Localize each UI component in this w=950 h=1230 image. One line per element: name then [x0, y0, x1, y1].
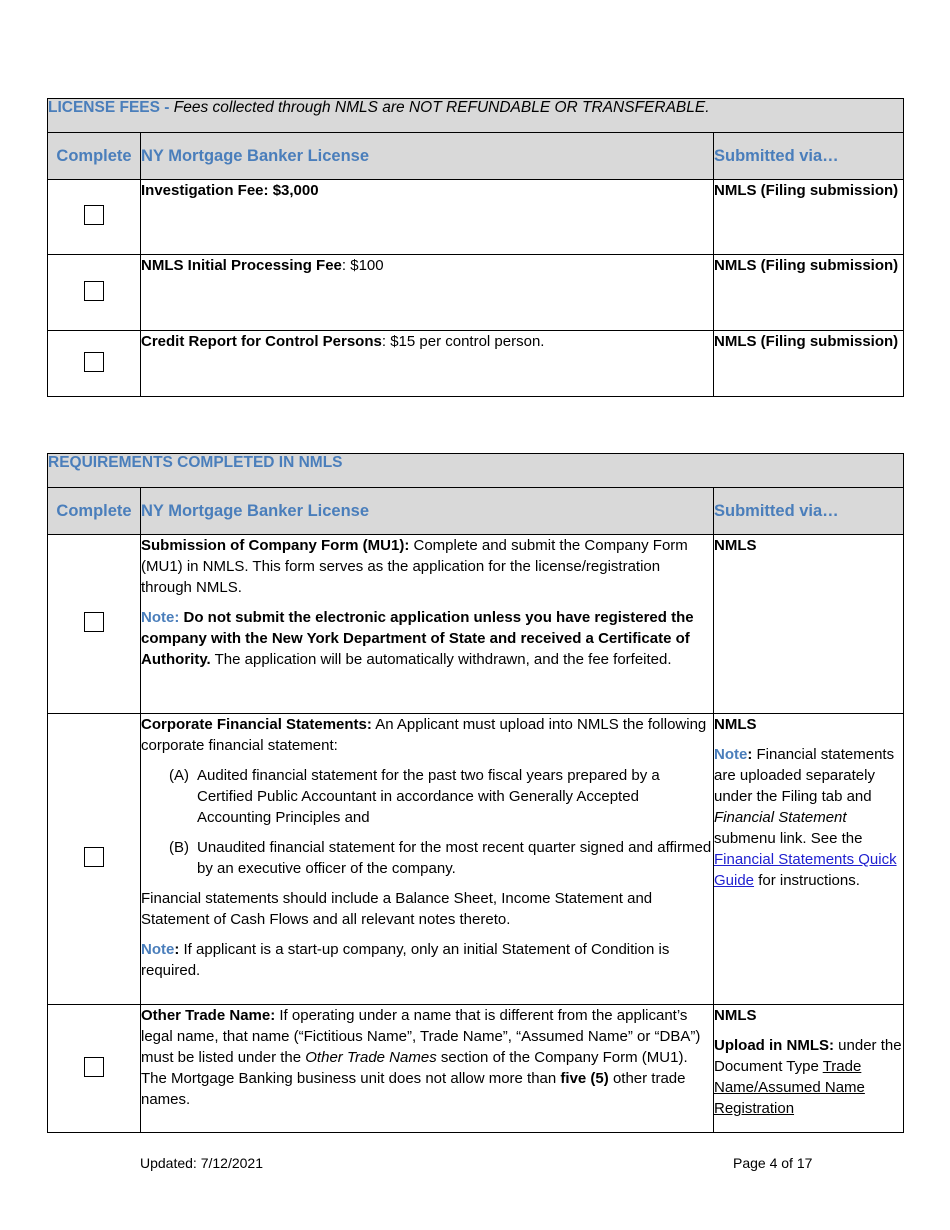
requirement-italic: Other Trade Names: [305, 1049, 437, 1066]
complete-checkbox[interactable]: [84, 612, 104, 632]
submitted-via: NMLS: [714, 716, 757, 733]
requirement-text: Complete and submit the Company Form (MU1) in NMLS. This form serves as the application for the license/registration through NMLS.: [141, 537, 688, 596]
submitted-via: NMLS (Filing submission): [714, 333, 899, 350]
complete-checkbox[interactable]: [84, 1057, 104, 1077]
note-colon: :: [174, 941, 180, 958]
requirements-label: REQUIREMENTS COMPLETED IN NMLS: [48, 454, 343, 471]
requirements-table: [47, 453, 904, 1133]
requirement-text: other trade names.: [141, 1070, 686, 1108]
fee-name: Investigation Fee: $3,000: [141, 182, 319, 199]
requirement-text: If operating under a name that is different from the applicant’s legal name, that name (“Fictitious Name”, Trade Name”, “Assumed Name” or “DBA”) must be listed under the: [141, 1007, 701, 1066]
note-bold-text: Do not submit the electronic application unless you have registered the company with the New York Department of State and received a Certificate of Authority.: [141, 609, 694, 668]
requirement-heading: Other Trade Name:: [141, 1007, 276, 1024]
list-label: (B): [169, 839, 189, 856]
requirement-company-form: [141, 535, 714, 714]
complete-checkbox[interactable]: [84, 281, 104, 301]
fee-name: NMLS Initial Processing Fee: [141, 257, 342, 274]
note-italic: Financial Statement: [714, 809, 847, 826]
col-complete: Complete: [48, 488, 141, 535]
fee-detail: : $15 per control person.: [381, 333, 545, 350]
col-submitted: Submitted via…: [714, 488, 904, 535]
submitted-via: NMLS (Filing submission): [714, 182, 899, 199]
note-text: The application will be automatically withdrawn, and the fee forfeited.: [210, 651, 672, 668]
license-fees-table: [47, 98, 904, 397]
note-label: Note: [714, 746, 748, 763]
submitted-financial: [714, 714, 904, 1005]
table-row: [48, 331, 904, 397]
requirement-text: section of the Company Form (MU1). The Mortgage Banking business unit does not allow more than: [141, 1049, 688, 1087]
note-text: submenu link. See the: [714, 830, 863, 847]
submitted-via: NMLS (Filing submission): [714, 257, 899, 274]
footer-page-number: Page 4 of 17: [733, 1155, 813, 1171]
upload-text: under the Document Type: [714, 1037, 902, 1075]
submitted-via: NMLS: [714, 1007, 757, 1024]
table-row: [48, 180, 904, 255]
complete-checkbox[interactable]: [84, 205, 104, 225]
list-text: Audited financial statement for the past two fiscal years prepared by a Certified Public Accountant in accordance with Generally Accepted Accounting Principles and: [197, 767, 660, 826]
col-submitted: Submitted via…: [714, 133, 904, 180]
requirement-heading: Submission of Company Form (MU1):: [141, 537, 410, 554]
list-item: [169, 765, 713, 828]
requirement-text: An Applicant must upload into NMLS the following corporate financial statement:: [141, 716, 707, 754]
list-item: [169, 837, 713, 879]
table-row: [48, 535, 904, 714]
document-type: Trade Name/Assumed Name Registration: [714, 1058, 865, 1117]
note-text: If applicant is a start-up company, only an initial Statement of Condition is required.: [141, 941, 670, 979]
requirement-trade-name: [141, 1005, 714, 1133]
submitted-trade-name: [714, 1005, 904, 1133]
list-label: (A): [169, 767, 189, 784]
col-license: NY Mortgage Banker License: [141, 133, 714, 180]
note-text: Financial statements are uploaded separately under the Filing tab and: [714, 746, 895, 805]
requirement-bold: five (5): [560, 1070, 609, 1087]
note-colon: :: [747, 746, 753, 763]
footer-updated: Updated: 7/12/2021: [140, 1155, 263, 1171]
requirements-title: [48, 454, 904, 488]
fee-detail: : $100: [341, 257, 384, 274]
col-complete: Complete: [48, 133, 141, 180]
fee-name: Credit Report for Control Persons: [141, 333, 382, 350]
table-row: [48, 714, 904, 1005]
financial-statements-guide-link[interactable]: Financial Statements Quick Guide: [714, 851, 897, 889]
table-row: [48, 255, 904, 331]
submitted-via: NMLS: [714, 537, 757, 554]
license-fees-label: LICENSE FEES -: [48, 99, 170, 116]
requirement-heading: Corporate Financial Statements:: [141, 716, 372, 733]
note-text: for instructions.: [754, 872, 860, 889]
note-label: Note:: [141, 609, 180, 626]
requirement-financial-statements: [141, 714, 714, 1005]
requirement-paragraph: Financial statements should include a Balance Sheet, Income Statement and Statement of Cash Flows and all relevant notes thereto.: [141, 890, 653, 928]
license-fees-title: [48, 99, 904, 133]
note-label: Note: [141, 941, 175, 958]
list-text: Unaudited financial statement for the most recent quarter signed and affirmed by an executive officer of the company.: [197, 839, 712, 877]
col-license: NY Mortgage Banker License: [141, 488, 714, 535]
complete-checkbox[interactable]: [84, 352, 104, 372]
complete-checkbox[interactable]: [84, 847, 104, 867]
table-row: [48, 1005, 904, 1133]
upload-label: Upload in NMLS:: [714, 1037, 834, 1054]
license-fees-note: Fees collected through NMLS are NOT REFUNDABLE OR TRANSFERABLE.: [173, 99, 710, 116]
